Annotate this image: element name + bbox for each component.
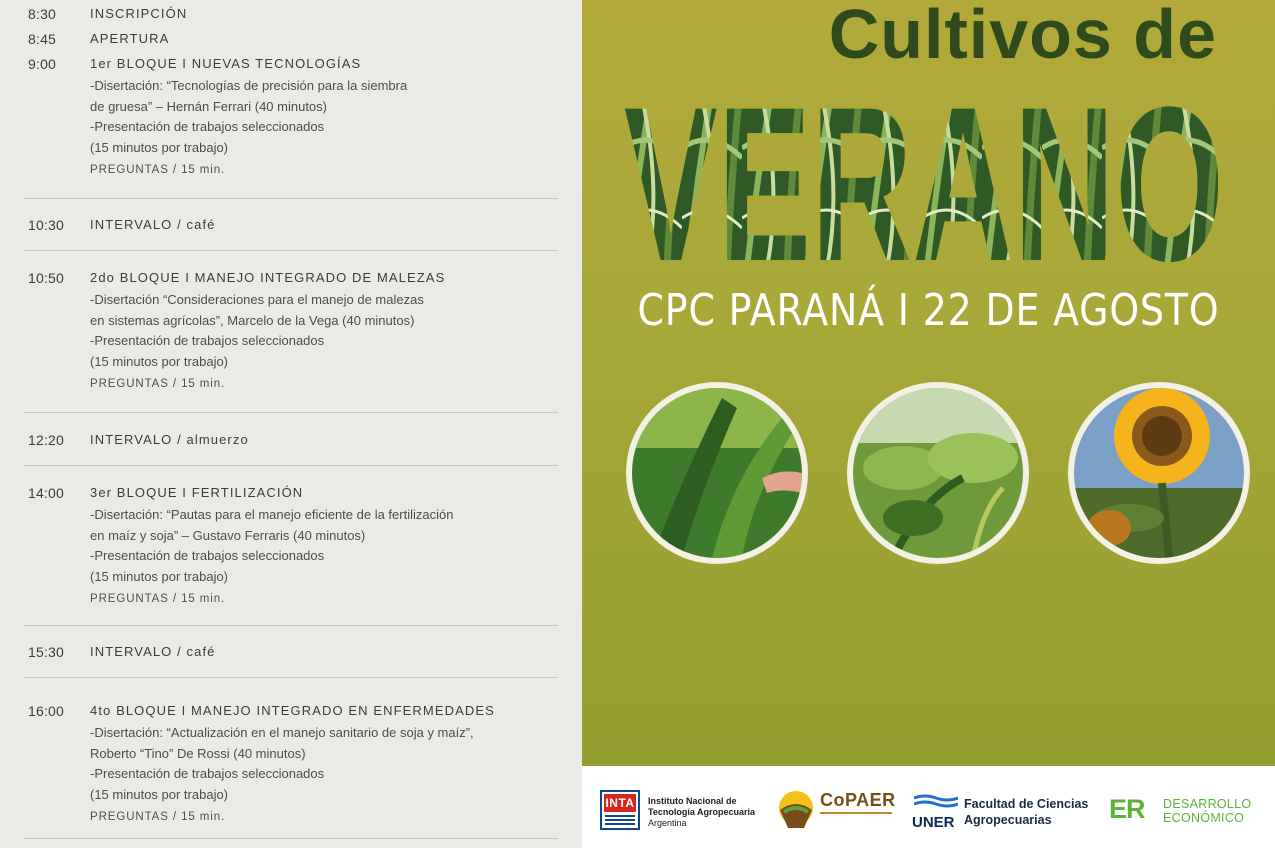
schedule-time: 9:00 — [28, 56, 57, 72]
schedule-time: 16:00 — [28, 703, 65, 719]
schedule-time: 10:30 — [28, 217, 65, 233]
detail-line: en maíz y soja” – Gustavo Ferraris (40 minutos) — [90, 527, 366, 543]
detail-line: -Presentación de trabajos seleccionados — [90, 766, 325, 781]
event-subtitle: CPC PARANÁ I 22 DE AGOSTO — [637, 285, 1220, 336]
inta-line-3: Argentina — [648, 818, 687, 828]
detail-line: en sistemas agrícolas”, Marcelo de la Vega (40 minutos) — [90, 312, 415, 328]
schedule-title: 2do BLOQUE I MANEJO INTEGRADO DE MALEZAS — [90, 270, 446, 285]
detail-line: (15 minutos por trabajo) — [90, 139, 229, 155]
detail-line: -Disertación: “Pautas para el manejo eficiente de la fertilización — [90, 507, 454, 522]
divider — [24, 412, 558, 413]
copaer-underline — [820, 812, 892, 814]
questions-line: PREGUNTAS / 15 min. — [90, 378, 226, 390]
schedule-title: INTERVALO / café — [90, 217, 216, 232]
detail-line: Roberto “Tino” De Rossi (40 minutos) — [90, 745, 306, 761]
sunflower-photo — [1068, 382, 1250, 564]
questions-line: PREGUNTAS / 15 min. — [90, 811, 226, 823]
inta-line-2: Tecnología Agropecuaria — [648, 807, 756, 817]
faculty-line-1: Facultad de Ciencias — [964, 797, 1089, 811]
schedule-title: 4to BLOQUE I MANEJO INTEGRADO EN ENFERMEDADES — [90, 703, 495, 718]
soybean-field-photo — [847, 382, 1029, 564]
er-line-1: DESARROLLO — [1163, 797, 1252, 811]
verano-foliage-fill — [622, 88, 1227, 268]
divider — [24, 198, 558, 199]
corn-leaf-photo — [626, 382, 808, 564]
schedule-title: INTERVALO / almuerzo — [90, 432, 249, 447]
copaer-sun-icon — [774, 788, 818, 830]
detail-line: (15 minutos por trabajo) — [90, 353, 229, 369]
detail-line: (15 minutos por trabajo) — [90, 568, 229, 584]
inta-logo-text — [648, 796, 755, 829]
program-panel — [0, 0, 582, 848]
divider — [24, 250, 558, 251]
questions-line: PREGUNTAS / 15 min. — [90, 593, 226, 605]
inta-logo-mark: INTA — [605, 796, 635, 810]
schedule-title: INSCRIPCIÓN — [90, 6, 188, 21]
faculty-name — [964, 796, 1088, 828]
er-logo-text — [1163, 797, 1251, 825]
uner-waves-icon — [914, 794, 958, 810]
schedule-time: 8:30 — [28, 6, 57, 22]
detail-line: -Disertación: “Tecnologías de precisión para la siembra — [90, 78, 408, 93]
copaer-logo-text: CoPAER — [820, 790, 896, 810]
event-poster — [582, 0, 1275, 766]
schedule-time: 14:00 — [28, 485, 65, 501]
er-logo-mark: ER — [1109, 794, 1145, 824]
headline-cultivos: Cultivos de — [828, 0, 1217, 73]
divider — [24, 465, 558, 466]
detail-line: -Presentación de trabajos seleccionados — [90, 333, 325, 348]
detail-line: -Disertación “Consideraciones para el manejo de malezas — [90, 292, 424, 307]
faculty-line-2: Agropecuarias — [964, 813, 1052, 827]
detail-line: (15 minutos por trabajo) — [90, 786, 229, 802]
schedule-title: 3er BLOQUE I FERTILIZACIÓN — [90, 485, 304, 500]
schedule-details — [90, 290, 424, 395]
inta-logo — [600, 790, 640, 830]
er-line-2: ECONÓMICO — [1163, 811, 1245, 825]
schedule-time: 8:45 — [28, 31, 57, 47]
schedule-details — [90, 76, 407, 181]
inta-logo-stripes — [605, 815, 635, 827]
schedule-time: 15:30 — [28, 644, 65, 660]
schedule-title: INTERVALO / café — [90, 644, 216, 659]
schedule-title: 1er BLOQUE I NUEVAS TECNOLOGÍAS — [90, 56, 362, 71]
detail-line: -Presentación de trabajos seleccionados — [90, 119, 325, 134]
inta-line-1: Instituto Nacional de — [648, 796, 737, 806]
schedule-time: 12:20 — [28, 432, 65, 448]
divider — [24, 838, 558, 839]
detail-line: -Disertación: “Actualización en el manejo sanitario de soja y maíz”, — [90, 725, 474, 740]
schedule-title: APERTURA — [90, 31, 170, 46]
divider — [24, 625, 558, 626]
detail-line: -Presentación de trabajos seleccionados — [90, 548, 325, 563]
schedule-details — [90, 723, 474, 828]
detail-line: de gruesa” – Hernán Ferrari (40 minutos) — [90, 98, 327, 114]
schedule-details — [90, 505, 453, 610]
schedule-time: 10:50 — [28, 270, 65, 286]
sponsor-logo-bar — [582, 766, 1275, 848]
headline-verano — [622, 88, 1227, 268]
divider — [24, 677, 558, 678]
uner-logo-text: UNER — [912, 814, 955, 831]
questions-line: PREGUNTAS / 15 min. — [90, 164, 226, 176]
